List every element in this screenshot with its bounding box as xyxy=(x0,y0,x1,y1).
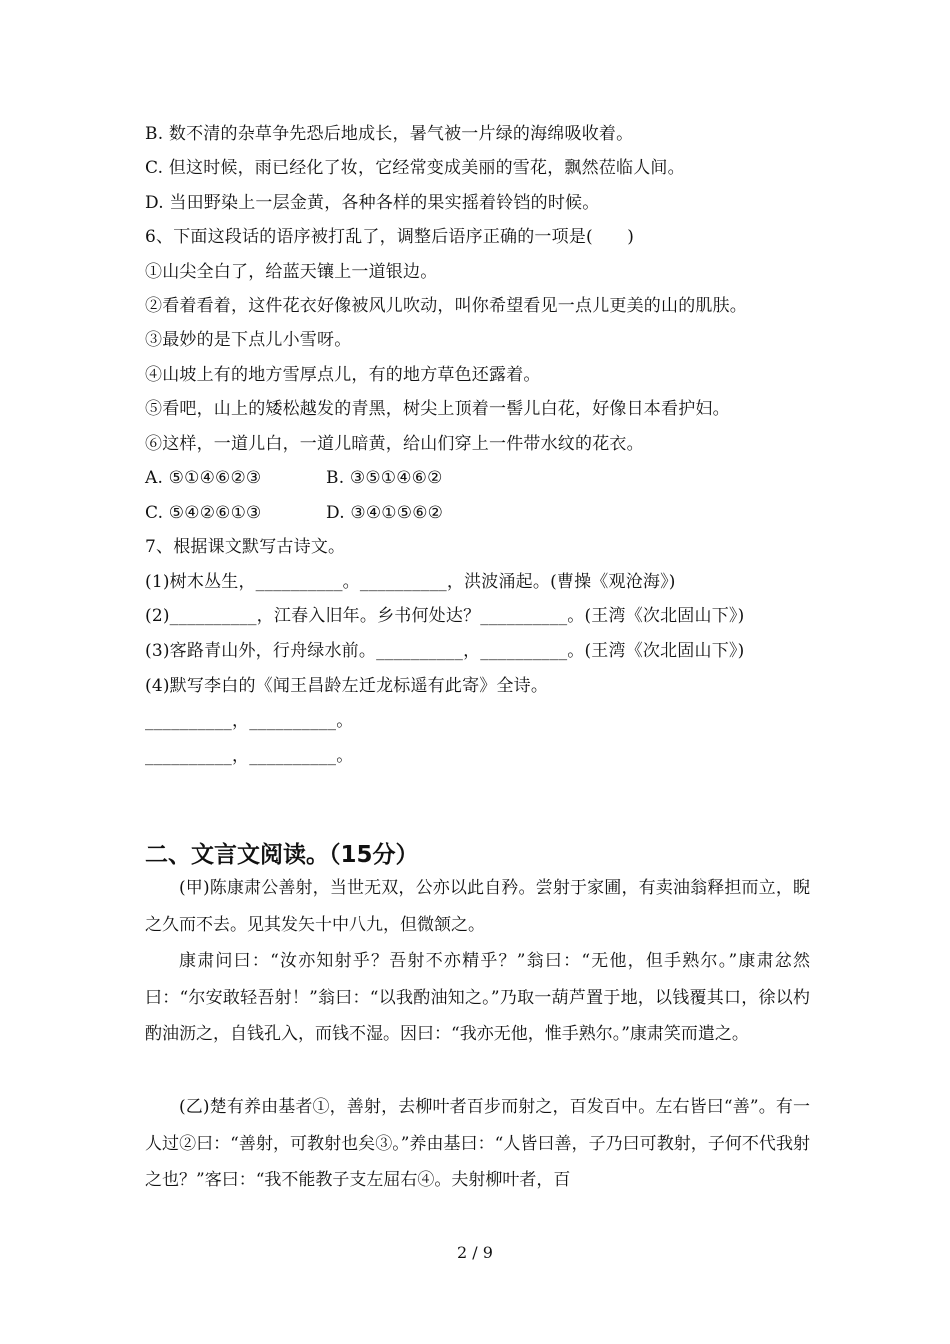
q6-option-a: A. ⑤①④⑥②③ xyxy=(145,468,262,488)
q7-item: (1)树木丛生，__________。__________，洪波涌起。(曹操《观沧海》) xyxy=(145,572,676,592)
q6-option-b: B. ③⑤①④⑥② xyxy=(326,468,443,488)
q6-sentence: ①山尖全白了，给蓝天镶上一道银边。 xyxy=(145,262,438,282)
q6-sentence: ②看着看着，这件花衣好像被风儿吹动，叫你希望看见一点儿更美的山的肌肤。 xyxy=(145,296,747,316)
q7-item: (2)__________，江春入旧年。乡书何处达？__________。(王湾《次北固山下》) xyxy=(145,606,745,626)
q6-sentence: ⑤看吧，山上的矮松越发的青黑，树尖上顶着一髻儿白花，好像日本看护妇。 xyxy=(145,399,730,419)
passage-paragraph: 康肃问曰：“汝亦知射乎？吾射不亦精乎？”翁曰：“无他，但手熟尔。”康肃忿然曰：“尔安敢轻吾射！”翁曰：“以我酌油知之。”乃取一葫芦置于地，以钱覆其口，徐以杓酌油沥之，自钱孔入，而钱不湿。因曰：“我亦无他，惟手熟尔。”康肃笑而遣之。 xyxy=(145,951,810,1044)
q5-option-d: D. 当田野染上一层金黄，各种各样的果实摇着铃铛的时候。 xyxy=(145,193,600,213)
q6-sentence: ③最妙的是下点儿小雪呀。 xyxy=(145,330,352,350)
q6-option-c: C. ⑤④②⑥①③ xyxy=(145,503,262,523)
q7-item: (3)客路青山外，行舟绿水前。__________，__________。(王湾《次北固山下》) xyxy=(145,641,745,661)
q6-stem: 6、下面这段话的语序被打乱了，调整后语序正确的一项是( ) xyxy=(145,227,635,247)
q7-answer-line: __________，__________。 xyxy=(145,711,354,731)
passage-paragraph: (甲)陈康肃公善射，当世无双，公亦以此自矜。尝射于家圃，有卖油翁释担而立，睨之久而不去。见其发矢十中八九，但微颔之。 xyxy=(145,878,810,935)
q6-sentence: ⑥这样，一道儿白，一道儿暗黄，给山们穿上一件带水纹的花衣。 xyxy=(145,434,644,454)
passage-paragraph: (乙)楚有养由基者①，善射，去柳叶者百步而射之，百发百中。左右皆曰“善”。有一人过②曰：“善射，可教射也矣③。”养由基曰：“人皆曰善，子乃曰可教射，子何不代我射之也？”客曰：“我不能教子支左屈右④。夫射柳叶者，百 xyxy=(145,1097,810,1190)
q7-answer-line: __________，__________。 xyxy=(145,746,354,766)
q6-sentence: ④山坡上有的地方雪厚点儿，有的地方草色还露着。 xyxy=(145,365,541,385)
q5-option-c: C. 但这时候，雨已经化了妆，它经常变成美丽的雪花，飘然莅临人间。 xyxy=(145,158,685,178)
q7-item: (4)默写李白的《闻王昌龄左迁龙标遥有此寄》全诗。 xyxy=(145,676,549,696)
q5-option-b: B. 数不清的杂草争先恐后地成长，暑气被一片绿的海绵吸收着。 xyxy=(145,124,634,144)
q7-stem: 7、根据课文默写古诗文。 xyxy=(145,537,346,557)
section-heading: 二、文言文阅读。（15分） xyxy=(145,842,419,868)
q6-option-d: D. ③④①⑤⑥② xyxy=(326,503,444,523)
page-number: 2 / 9 xyxy=(457,1243,493,1262)
